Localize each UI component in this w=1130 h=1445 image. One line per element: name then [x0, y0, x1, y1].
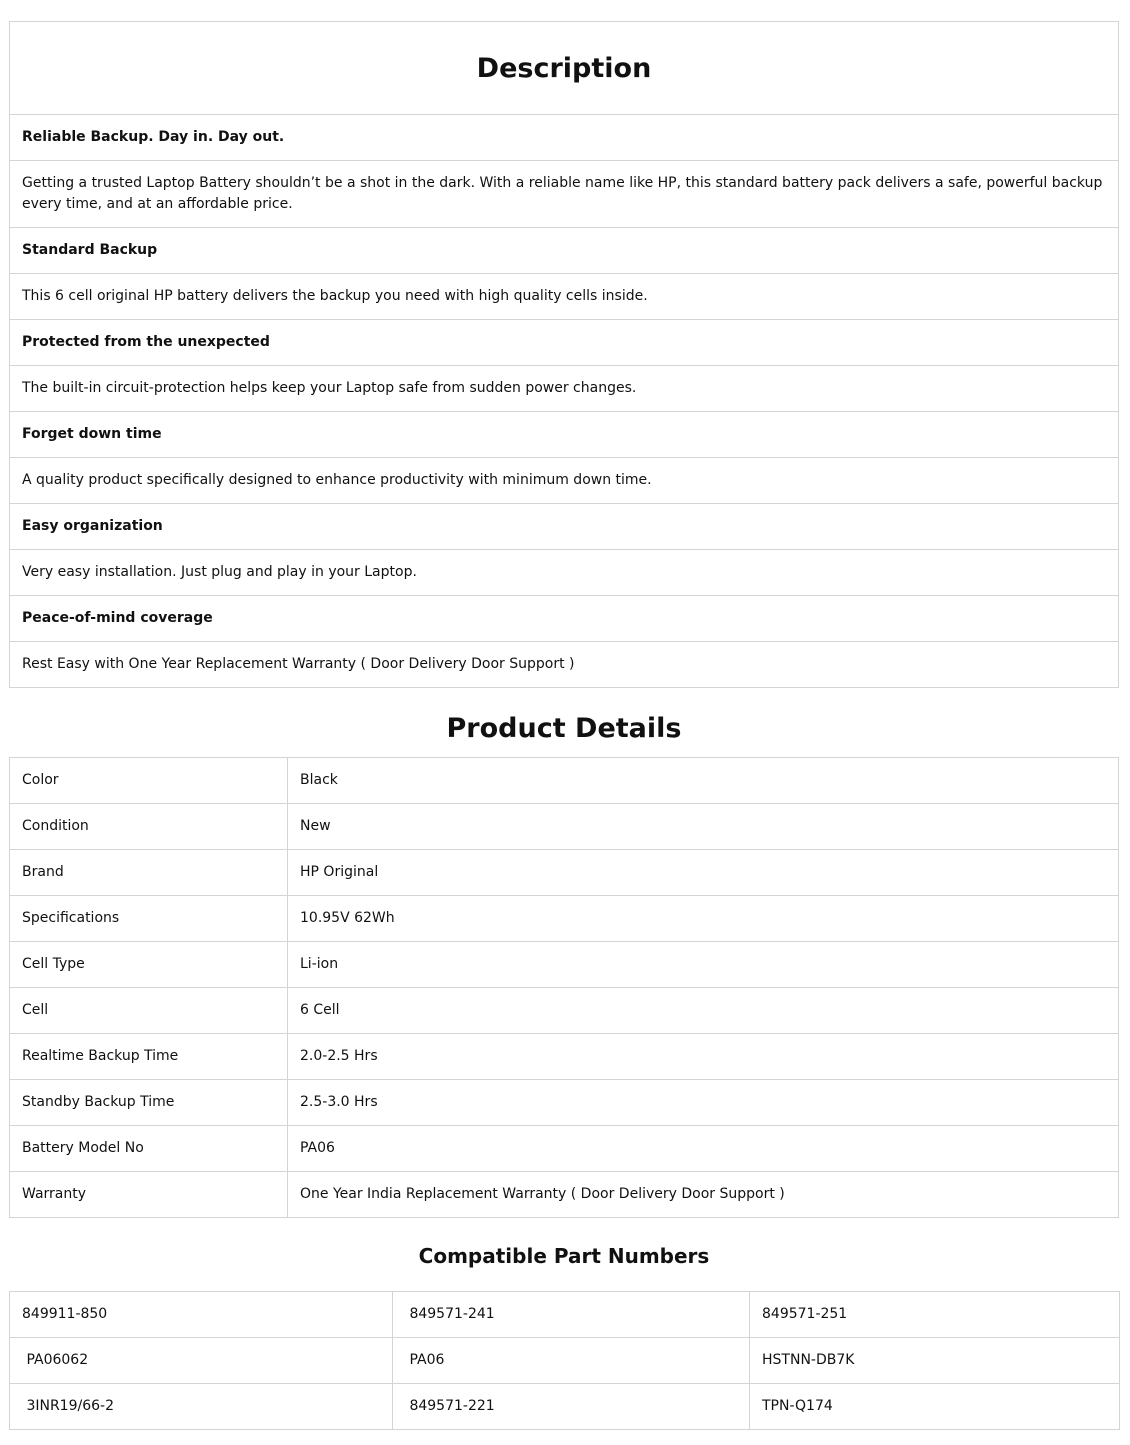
table-row [10, 1292, 1120, 1338]
detail-value: Black [288, 758, 1119, 804]
description-text: This 6 cell original HP battery delivers the backup you need with high quality cells inside. [10, 274, 1119, 320]
detail-label: Color [10, 758, 288, 804]
part-number: HSTNN-DB7K [750, 1338, 1120, 1384]
table-row [10, 896, 1119, 942]
detail-value: 10.95V 62Wh [288, 896, 1119, 942]
detail-label: Warranty [10, 1172, 288, 1218]
part-number: 849571-251 [750, 1292, 1120, 1338]
table-row [10, 942, 1119, 988]
description-text: Rest Easy with One Year Replacement Warranty ( Door Delivery Door Support ) [10, 642, 1119, 688]
product-details-table [9, 757, 1119, 1218]
description-text: The built-in circuit-protection helps keep your Laptop safe from sudden power changes. [10, 366, 1119, 412]
description-heading: Reliable Backup. Day in. Day out. [10, 115, 1119, 161]
description-heading: Peace-of-mind coverage [10, 596, 1119, 642]
detail-value: PA06 [288, 1126, 1119, 1172]
detail-value: Li-ion [288, 942, 1119, 988]
detail-value: 6 Cell [288, 988, 1119, 1034]
part-number: 849571-241 [393, 1292, 750, 1338]
part-number: TPN-Q174 [750, 1384, 1120, 1430]
part-number: PA06062 [10, 1338, 393, 1384]
detail-label: Brand [10, 850, 288, 896]
detail-label: Specifications [10, 896, 288, 942]
description-heading: Protected from the unexpected [10, 320, 1119, 366]
table-row [10, 1080, 1119, 1126]
table-row [10, 1034, 1119, 1080]
table-row [10, 758, 1119, 804]
description-heading: Forget down time [10, 412, 1119, 458]
part-number: PA06 [393, 1338, 750, 1384]
detail-label: Standby Backup Time [10, 1080, 288, 1126]
detail-value: 2.5-3.0 Hrs [288, 1080, 1119, 1126]
product-details-title: Product Details [446, 713, 682, 744]
part-number: 849571-221 [393, 1384, 750, 1430]
page-content [9, 21, 1119, 1430]
detail-label: Cell [10, 988, 288, 1034]
detail-value: 2.0-2.5 Hrs [288, 1034, 1119, 1080]
table-row [10, 1338, 1120, 1384]
description-text: Getting a trusted Laptop Battery shouldn’t be a shot in the dark. With a reliable name like HP, this standard battery pack delivers a safe, powerful backup every time, and at an affordable price. [10, 161, 1119, 228]
table-row [10, 1384, 1120, 1430]
detail-value: New [288, 804, 1119, 850]
part-number: 3INR19/66-2 [10, 1384, 393, 1430]
part-number: 849911-850 [10, 1292, 393, 1338]
detail-label: Condition [10, 804, 288, 850]
detail-value: HP Original [288, 850, 1119, 896]
compatible-parts-title: Compatible Part Numbers [418, 1244, 710, 1268]
detail-label: Cell Type [10, 942, 288, 988]
description-heading: Standard Backup [10, 228, 1119, 274]
table-row [10, 850, 1119, 896]
description-table [9, 21, 1119, 688]
description-heading: Easy organization [10, 504, 1119, 550]
table-row [10, 804, 1119, 850]
detail-label: Realtime Backup Time [10, 1034, 288, 1080]
description-text: Very easy installation. Just plug and play in your Laptop. [10, 550, 1119, 596]
table-row [10, 1172, 1119, 1218]
table-row [10, 988, 1119, 1034]
detail-value: One Year India Replacement Warranty ( Door Delivery Door Support ) [288, 1172, 1119, 1218]
table-row [10, 1126, 1119, 1172]
description-title: Description [10, 22, 1119, 115]
detail-label: Battery Model No [10, 1126, 288, 1172]
compatible-parts-table [9, 1291, 1120, 1430]
description-text: A quality product specifically designed to enhance productivity with minimum down time. [10, 458, 1119, 504]
